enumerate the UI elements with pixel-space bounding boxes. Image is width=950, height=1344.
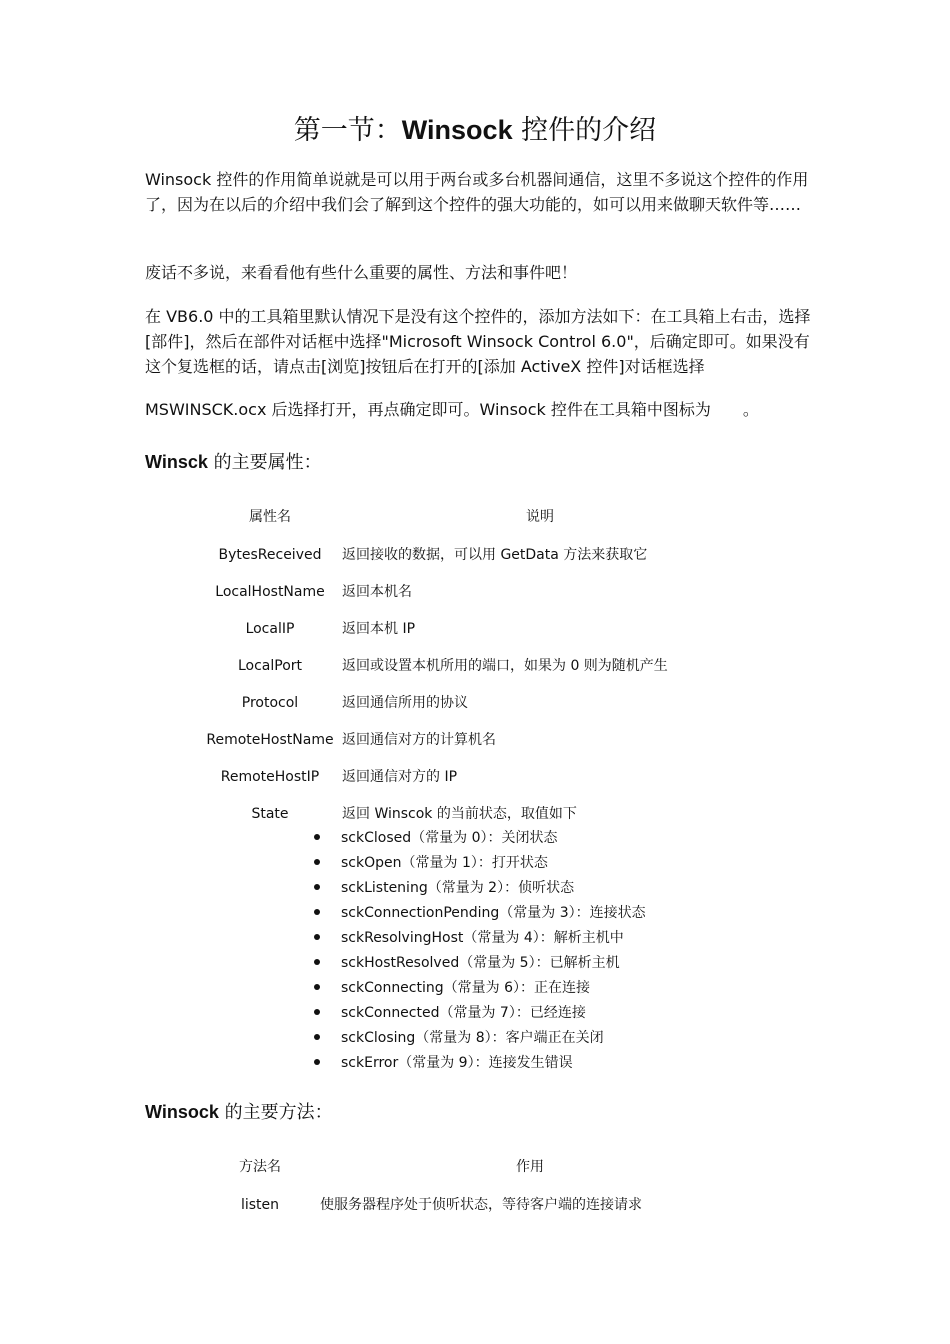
properties-header-desc: 说明 (526, 509, 554, 525)
method-name: listen (240, 1197, 280, 1213)
bullet-icon (314, 1059, 320, 1065)
state-list-item (310, 1003, 646, 1028)
bullet-icon (314, 859, 320, 865)
properties-heading-bold: Winsck (145, 452, 208, 472)
bullet-icon (314, 834, 320, 840)
property-name: BytesReceived (218, 547, 322, 563)
state-list-item (310, 878, 646, 903)
bullet-icon (314, 1009, 320, 1015)
properties-heading (145, 449, 322, 476)
property-name: RemoteHostIP (220, 769, 320, 785)
state-text: sckConnected（常量为 7）：已经连接 (341, 1005, 586, 1021)
nonsense-paragraph: 废话不多说，来看看他有些什么重要的属性、方法和事件吧！ (145, 263, 578, 282)
state-text: sckOpen（常量为 1）：打开状态 (341, 855, 548, 871)
ocx-paragraph: MSWINSCK.ocx 后选择打开，再点确定即可。Winsock 控件在工具箱中图标为 。 (145, 400, 759, 419)
property-name: RemoteHostName (206, 732, 334, 748)
property-name: LocalPort (237, 658, 303, 674)
property-name: LocalIP (245, 621, 295, 637)
state-text: sckClosed（常量为 0）：关闭状态 (341, 830, 558, 846)
state-list-item (310, 953, 646, 978)
state-list-item (310, 853, 646, 878)
property-desc: 返回通信对方的计算机名 (342, 732, 496, 748)
state-text: sckListening（常量为 2）：侦听状态 (341, 880, 575, 896)
title-suffix: 控件的介绍 (512, 115, 657, 146)
state-list-item (310, 1053, 646, 1078)
property-desc: 返回或设置本机所用的端口，如果为 0 则为随机产生 (342, 658, 668, 674)
title-bold: Winsock (401, 115, 513, 145)
state-text: sckConnecting（常量为 6）：正在连接 (341, 980, 590, 996)
bullet-icon (314, 934, 320, 940)
properties-heading-rest: 的主要属性： (207, 452, 322, 473)
methods-header-name: 方法名 (239, 1159, 281, 1175)
state-text: sckClosing（常量为 8）：客户端正在关闭 (341, 1030, 604, 1046)
methods-heading-rest: 的主要方法： (218, 1102, 333, 1123)
page-title (0, 110, 950, 151)
state-text: sckHostResolved（常量为 5）：已解析主机 (341, 955, 620, 971)
method-desc: 使服务器程序处于侦听状态，等待客户端的连接请求 (320, 1197, 642, 1213)
property-desc: 返回通信对方的 IP (342, 769, 458, 785)
property-name: Protocol (241, 695, 299, 711)
property-name: LocalHostName (215, 584, 325, 600)
title-prefix: 第一节： (293, 115, 402, 146)
state-list-item (310, 1028, 646, 1053)
state-list-item (310, 828, 646, 853)
property-desc: 返回通信所用的协议 (342, 695, 468, 711)
property-desc: 返回本机名 (342, 584, 412, 600)
bullet-icon (314, 1034, 320, 1040)
bullet-icon (314, 959, 320, 965)
bullet-icon (314, 984, 320, 990)
property-desc: 返回接收的数据，可以用 GetData 方法来获取它 (342, 547, 648, 563)
state-list-item (310, 928, 646, 953)
state-list-item (310, 978, 646, 1003)
add-method-paragraph: 在 VB6.0 中的工具箱里默认情况下是没有这个控件的，添加方法如下：在工具箱上右击，选择[部件]，然后在部件对话框中选择"Microsoft Winsock Control 6.0"，后确定即可。如果没有这个复选框的话，请点击[浏览]按钮后在打开的[添加 ActiveX 控件]对话框选择 (145, 307, 811, 376)
bullet-icon (314, 884, 320, 890)
bullet-icon (314, 909, 320, 915)
property-name: State (251, 806, 289, 822)
state-text: sckConnectionPending（常量为 3）：连接状态 (341, 905, 646, 921)
state-values-list (310, 828, 646, 1078)
state-list-item (310, 903, 646, 928)
properties-header-name: 属性名 (249, 509, 291, 525)
methods-heading-bold: Winsock (145, 1102, 219, 1122)
state-text: sckError（常量为 9）：连接发生错误 (341, 1055, 573, 1071)
methods-header-desc: 作用 (516, 1159, 544, 1175)
methods-heading (145, 1099, 333, 1126)
property-desc: 返回 Winscok 的当前状态，取值如下 (342, 806, 577, 822)
state-text: sckResolvingHost（常量为 4）：解析主机中 (341, 930, 624, 946)
intro-paragraph: Winsock 控件的作用简单说就是可以用于两台或多台机器间通信，这里不多说这个控件的作用了，因为在以后的介绍中我们会了解到这个控件的强大功能的，如可以用来做聊天软件等…… (145, 170, 809, 214)
property-desc: 返回本机 IP (342, 621, 416, 637)
